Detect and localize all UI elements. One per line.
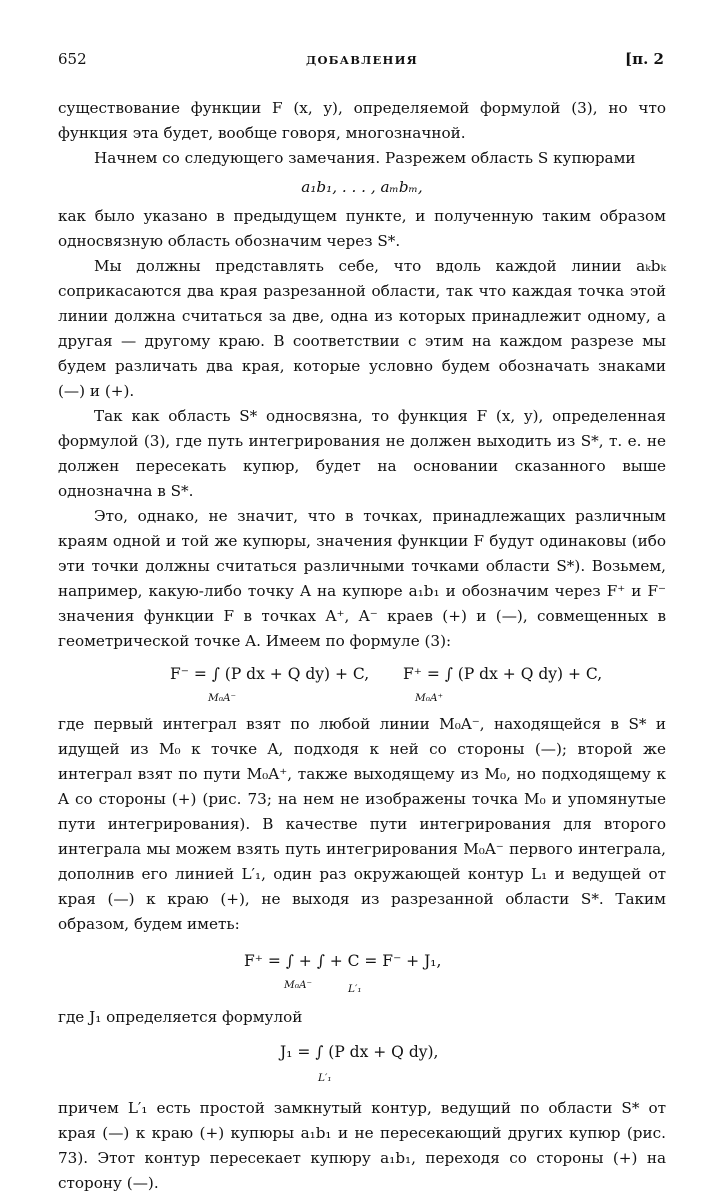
paragraph-5: Так как область S* односвязна, то функция F (x, y), определенная формулой (3), где путь интегрирования не должен выходить из S*, т. е. не должен пересекать купюр, будет на основании сказанного выше однозначна в S*. [58,407,666,500]
paragraph-6: Это, однако, не значит, что в точках, принадлежащих различным краям одной и той же купюры, значения функции F будут одинаковы (ибо эти точки должны считаться различными точками области S*). Возьмем, например, какую-либо точку A на купюре a₁b₁ и обозначим через F⁺ и F⁻ значения функции F в точках A⁺, A⁻ краев (+) и (—), совмещенных в геометрической точке A. Имеем по формуле (3): [58,507,666,650]
paragraph-2: Начнем со следующего замечания. Разрежем область S купюрами [94,149,636,167]
body-text [58,96,666,1196]
paragraph-9: причем L′₁ есть простой замкнутый контур, ведущий по области S* от края (—) к краю (+) купюры a₁b₁ и не пересекающий других купюр (рис. 73). Этот контур пересекает купюру a₁b₁, переходя со стороны (+) на сторону (—). [58,1099,666,1192]
equation-1-right: F⁺ = ∫ (P dx + Q dy) + C, [403,665,603,683]
equation-1 [58,656,666,710]
equation-2-body: F⁺ = ∫ + ∫ + C = F⁻ + J₁, [244,952,442,970]
equation-3 [58,1032,666,1094]
equation-3-limit: L′₁ [318,1072,332,1084]
paragraph-1: существование функции F (x, y), определяемой формулой (3), но что функция эта будет, вообще говоря, многозначной. [58,99,666,142]
page-number: 652 [58,50,87,68]
running-title: ДОБАВЛЕНИЯ [306,53,418,67]
equation-2-limit-1: M₀A⁻ [284,979,313,991]
paragraph-7: где первый интеграл взят по любой линии M₀A⁻, находящейся в S* и идущей из M₀ к точке A, подходя к ней со стороны (—); второй же интеграл взят по пути M₀A⁺, также выходящему из M₀, но подходящему к A со стороны (+) (рис. 73; на нем не изображены точка M₀ и упомянутые пути интегрирования). В качестве пути интегрирования для второго интеграла мы можем взять путь интегрирования M₀A⁻ первого интеграла, дополнив его линией L′₁, один раз окружающей контур L₁ и ведущей от края (—) к краю (+), не выходя из разрезанной области S*. Таким образом, будем иметь: [58,715,666,933]
section-marker: [п. 2 [625,50,664,68]
paragraph-8: где J₁ определяется формулой [58,1008,303,1026]
equation-3-body: J₁ = ∫ (P dx + Q dy), [280,1043,439,1061]
equation-1-left: F⁻ = ∫ (P dx + Q dy) + C, [170,665,370,683]
page-header [58,50,666,76]
equation-2 [58,939,666,1003]
paragraph-4: Мы должны представлять себе, что вдоль каждой линии aₖbₖ соприкасаются два края разрезанной области, так что каждая точка этой линии должна считаться за две, одна из которых принадлежит одному, а другая — другому краю. В соответствии с этим на каждом разрезе мы будем различать два края, которые условно будем обозначать знаками (—) и (+). [58,257,666,400]
paragraph-3: как было указано в предыдущем пункте, и полученную таким образом односвязную область обозначим через S*. [58,207,666,250]
equation-1-left-limit: M₀A⁻ [208,692,237,704]
formula-cuts: a₁b₁, . . . , aₘbₘ, [301,178,423,196]
equation-2-limit-2: L′₁ [348,983,362,995]
equation-1-right-limit: M₀A⁺ [415,692,444,704]
